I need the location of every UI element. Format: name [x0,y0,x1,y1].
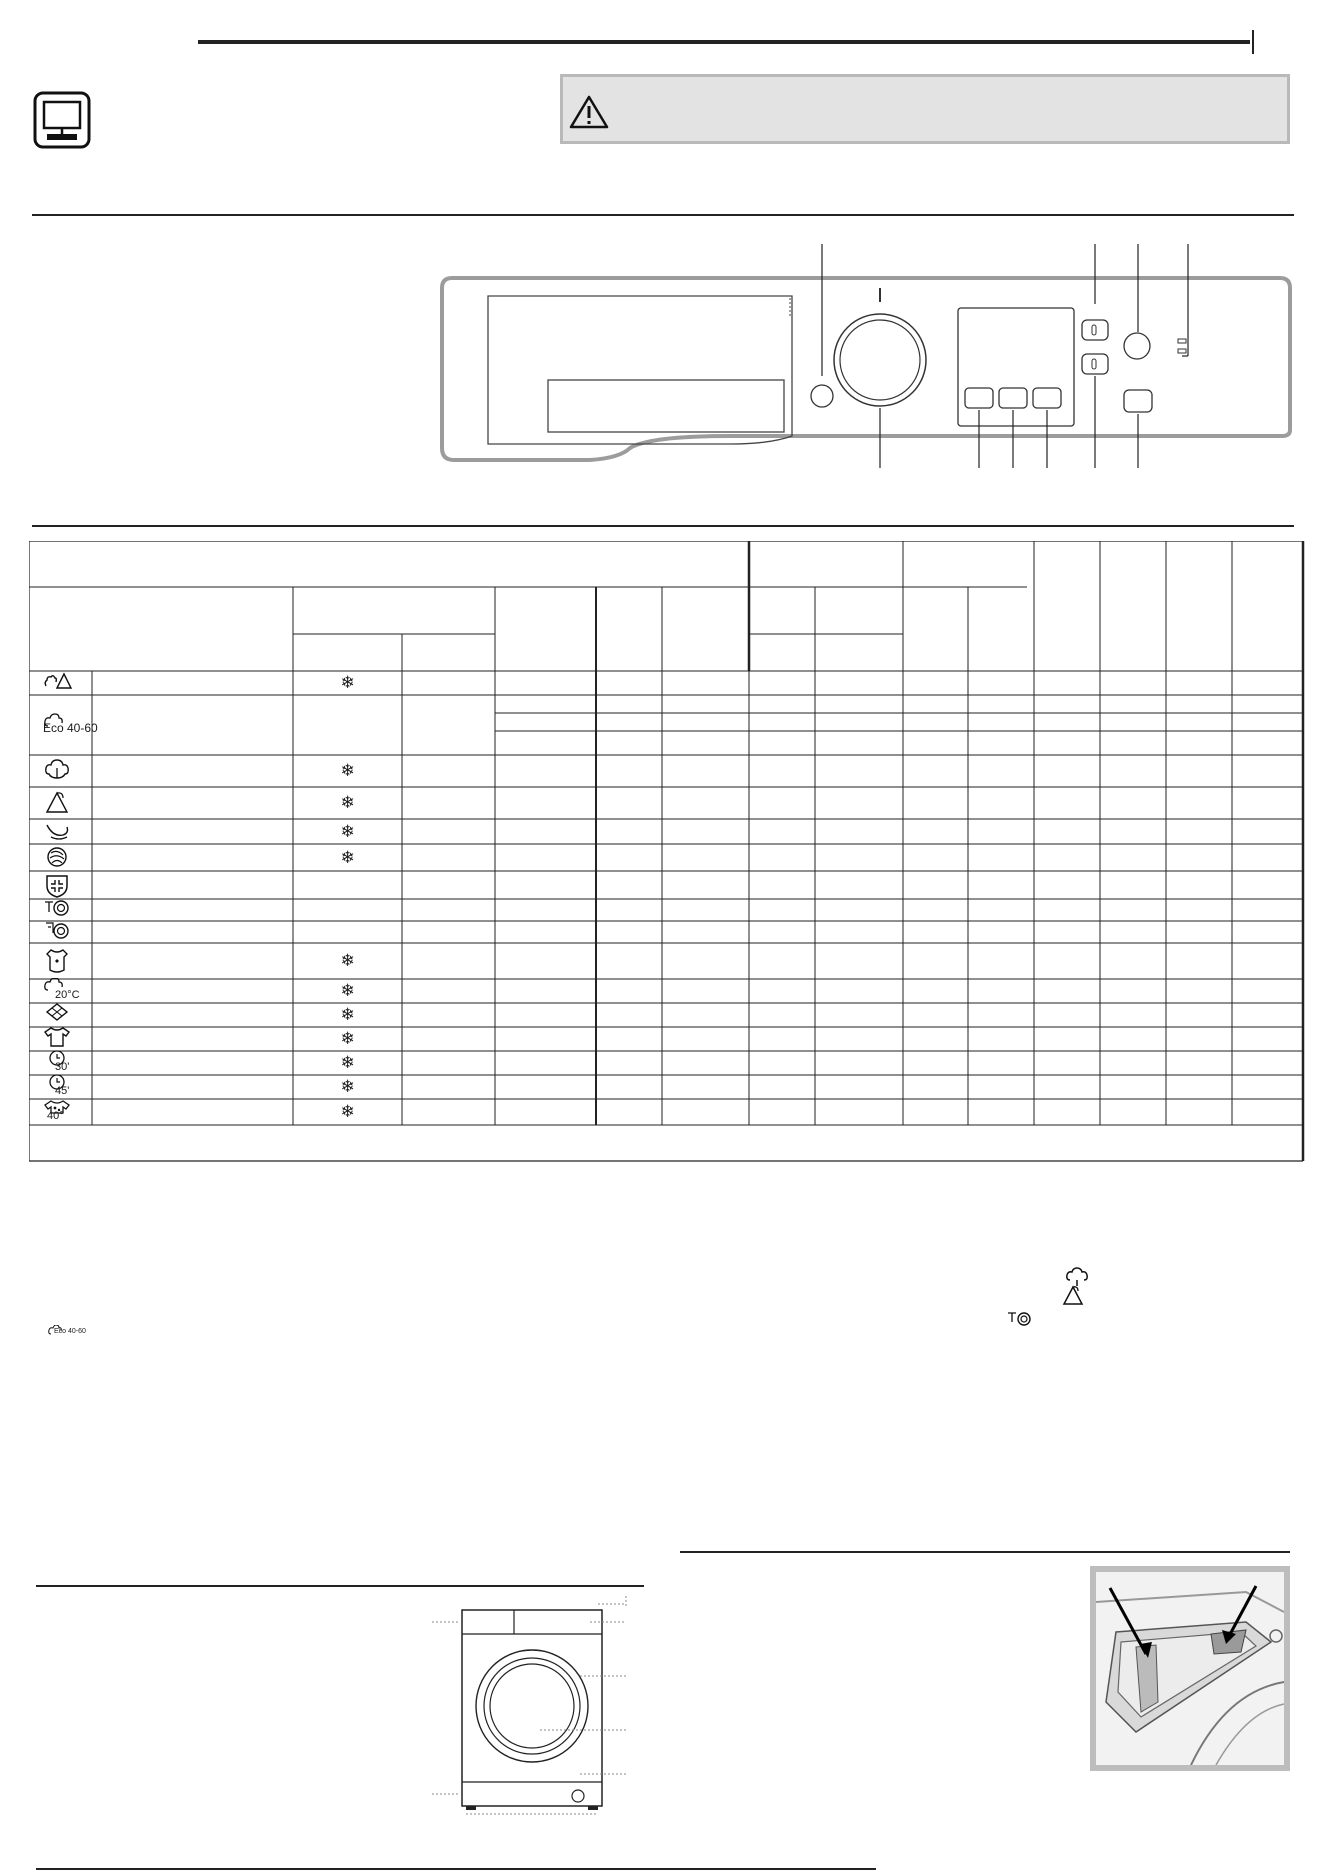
rinse-spin-icon [1006,1308,1034,1328]
eco-small-label: Eco 40-60 [54,1328,86,1335]
warning-icon [569,95,609,129]
section-rule-2 [32,525,1294,527]
cold-wash-symbol: ❄ [340,1005,355,1024]
wool-icon [43,845,73,874]
footer-rule [36,1868,876,1870]
program-table [29,541,1305,1163]
quick-45-label: 45' [55,1085,70,1097]
rapid-30-label: 30' [55,1061,70,1073]
section-rule-4 [36,1585,644,1587]
monitor-icon [33,91,91,149]
cold-wash-symbol: ❄ [340,951,355,970]
synthetics-icon [43,790,73,819]
cold-wash-symbol: ❄ [340,1053,355,1072]
cold-wash-symbol: ❄ [340,793,355,812]
warning-box [560,74,1290,144]
spin-drain-icon [43,919,73,948]
header-rule-tick [1252,30,1254,54]
cotton-icon [43,758,73,787]
mixed-icon [43,670,73,699]
cold-wash-symbol: ❄ [340,761,355,780]
washer-front-diagram [430,1596,630,1818]
synthetics-icon [1060,1284,1086,1306]
cold-wash-symbol: ❄ [340,981,355,1000]
cold-wash-symbol: ❄ [340,1077,355,1096]
section-rule-3 [680,1551,1290,1553]
cold-wash-symbol: ❄ [340,1102,355,1121]
stain-40-label: 40° [47,1110,64,1122]
panel-callout-lines [440,240,1292,472]
cold-wash-symbol: ❄ [340,673,355,692]
section-rule-1 [32,214,1294,216]
cold-wash-symbol: ❄ [340,847,355,867]
eco-small-icon [48,1325,108,1341]
header-rule [198,40,1250,44]
delicates-icon [43,819,73,848]
baby-icon [43,948,73,977]
cotton-eco-label: Eco 40-60 [43,721,98,735]
cotton-20-label: 20°C [55,989,80,1001]
detergent-drawer-photo [1090,1566,1290,1771]
cold-wash-symbol: ❄ [340,1029,355,1048]
cold-wash-symbol: ❄ [340,821,355,841]
